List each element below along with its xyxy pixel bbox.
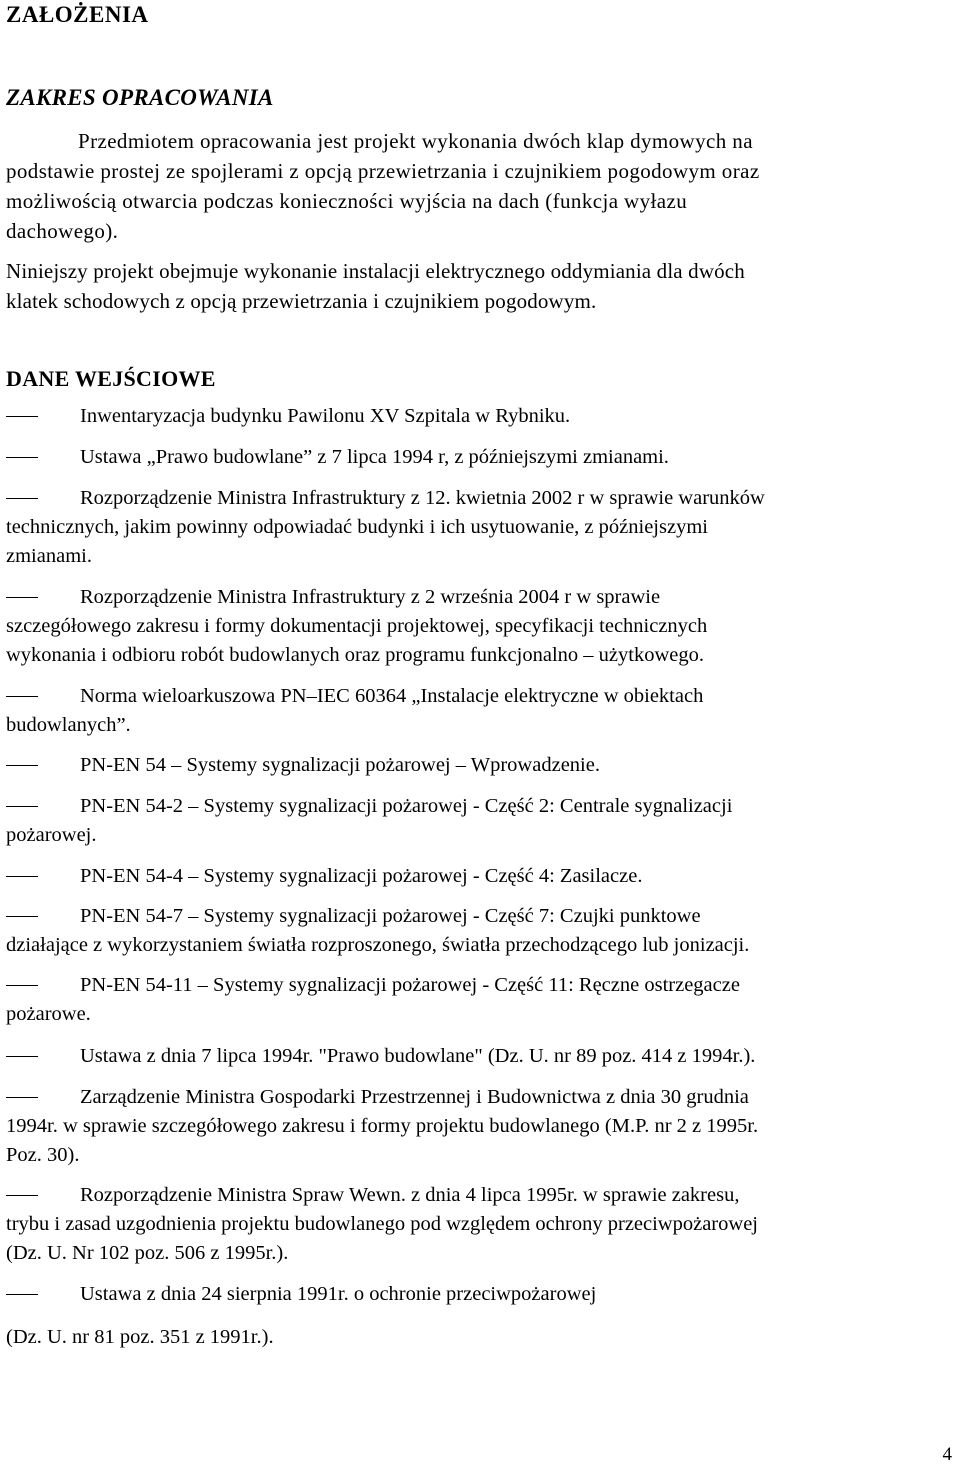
input-data-item: [6, 902, 956, 960]
item-line: Ustawa „Prawo budowlane” z 7 lipca 1994 r, z późniejszymi zmianami.: [80, 446, 669, 468]
input-data-item: [6, 583, 956, 670]
input-data-item: [6, 484, 956, 571]
item-line: trybu i zasad uzgodnienia projektu budowlanego pod względem ochrony przeciwpożarowej: [6, 1213, 758, 1235]
dash-bullet-icon: [6, 1097, 38, 1098]
section-title: ZAKRES OPRACOWANIA: [6, 85, 274, 110]
input-data-item: [6, 1280, 956, 1309]
paragraph-line: podstawie prostej ze spojlerami z opcją przewietrzania i czujnikiem pogodowym oraz: [6, 159, 760, 183]
item-line: PN-EN 54-11 – Systemy sygnalizacji pożarowej - Część 11: Ręczne ostrzegacze: [80, 974, 740, 996]
dash-bullet-icon: [6, 985, 38, 986]
dash-bullet-icon: [6, 498, 38, 499]
dash-bullet-icon: [6, 1056, 38, 1057]
item-line: budowlanych”.: [6, 714, 131, 736]
input-data-list: [6, 402, 956, 1352]
input-data-item: [6, 682, 956, 740]
document-title: ZAŁOŻENIA: [6, 2, 149, 27]
paragraph-line: Przedmiotem opracowania jest projekt wykonania dwóch klap dymowych na: [78, 129, 753, 153]
item-line: PN-EN 54-4 – Systemy sygnalizacji pożarowej - Część 4: Zasilacze.: [80, 865, 643, 887]
item-line: (Dz. U. Nr 102 poz. 506 z 1995r.).: [6, 1242, 289, 1264]
item-line: działające z wykorzystaniem światła rozproszonego, światła przechodzącego lub jonizacji.: [6, 934, 750, 956]
scope-paragraph-1: [6, 126, 956, 246]
item-line: Norma wieloarkuszowa PN–IEC 60364 „Instalacje elektryczne w obiektach: [80, 685, 704, 707]
dash-bullet-icon: [6, 416, 38, 417]
item-line: Rozporządzenie Ministra Infrastruktury z 2 września 2004 r w sprawie: [80, 586, 661, 608]
item-line: Rozporządzenie Ministra Spraw Wewn. z dnia 4 lipca 1995r. w sprawie zakresu,: [80, 1184, 740, 1206]
item-line: pożarowe.: [6, 1003, 91, 1025]
item-line: Inwentaryzacja budynku Pawilonu XV Szpitala w Rybniku.: [80, 405, 571, 427]
item-line: Poz. 30).: [6, 1144, 80, 1166]
dash-bullet-icon: [6, 916, 38, 917]
dash-bullet-icon: [6, 1294, 38, 1295]
dash-bullet-icon: [6, 457, 38, 458]
input-data-item: [6, 862, 956, 891]
item-line: Ustawa z dnia 24 sierpnia 1991r. o ochronie przeciwpożarowej: [80, 1283, 597, 1305]
item-line: Rozporządzenie Ministra Infrastruktury z 12. kwietnia 2002 r w sprawie warunków: [80, 487, 765, 509]
dash-bullet-icon: [6, 696, 38, 697]
item-line: 1994r. w sprawie szczegółowego zakresu i formy projektu budowlanego (M.P. nr 2 z 1995r.: [6, 1115, 759, 1137]
item-line: PN-EN 54-2 – Systemy sygnalizacji pożarowej - Część 2: Centrale sygnalizacji: [80, 795, 733, 817]
dash-bullet-icon: [6, 876, 38, 877]
trailing-reference-line: (Dz. U. nr 81 poz. 351 z 1991r.).: [6, 1326, 274, 1348]
input-data-item: [6, 792, 956, 850]
item-line: technicznych, jakim powinny odpowiadać budynki i ich usytuowanie, z późniejszymi: [6, 516, 708, 538]
item-line: zmianami.: [6, 545, 92, 567]
scope-paragraph-2: [6, 256, 956, 316]
paragraph-line: Niniejszy projekt obejmuje wykonanie instalacji elektrycznego oddymiania dla dwóch: [6, 259, 745, 283]
dash-bullet-icon: [6, 1195, 38, 1196]
dash-bullet-icon: [6, 765, 38, 766]
item-line: wykonania i odbioru robót budowlanych oraz programu funkcjonalno – użytkowego.: [6, 644, 704, 666]
item-line: szczegółowego zakresu i formy dokumentacji projektowej, specyfikacji technicznych: [6, 615, 708, 637]
dash-bullet-icon: [6, 597, 38, 598]
input-data-item: [6, 971, 956, 1029]
input-data-item: [6, 1042, 956, 1071]
paragraph-line: klatek schodowych z opcją przewietrzania i czujnikiem pogodowym.: [6, 289, 597, 313]
paragraph-line: dachowego).: [6, 219, 119, 243]
input-data-item: [6, 1083, 956, 1170]
item-line: Ustawa z dnia 7 lipca 1994r. "Prawo budowlane" (Dz. U. nr 89 poz. 414 z 1994r.).: [80, 1045, 756, 1067]
paragraph-line: możliwością otwarcia podczas konieczności wyjścia na dach (funkcja wyłazu: [6, 189, 688, 213]
input-data-item: [6, 443, 956, 472]
input-data-item: [6, 1181, 956, 1268]
dash-bullet-icon: [6, 806, 38, 807]
item-line: Zarządzenie Ministra Gospodarki Przestrzennej i Budownictwa z dnia 30 grudnia: [80, 1086, 749, 1108]
item-line: pożarowej.: [6, 824, 97, 846]
item-line: PN-EN 54 – Systemy sygnalizacji pożarowej – Wprowadzenie.: [80, 754, 600, 776]
input-data-item: [6, 402, 956, 431]
item-line: PN-EN 54-7 – Systemy sygnalizacji pożarowej - Część 7: Czujki punktowe: [80, 905, 701, 927]
input-data-item: [6, 751, 956, 780]
input-data-title: DANE WEJŚCIOWE: [6, 366, 216, 391]
page-number: 4: [942, 1444, 952, 1465]
